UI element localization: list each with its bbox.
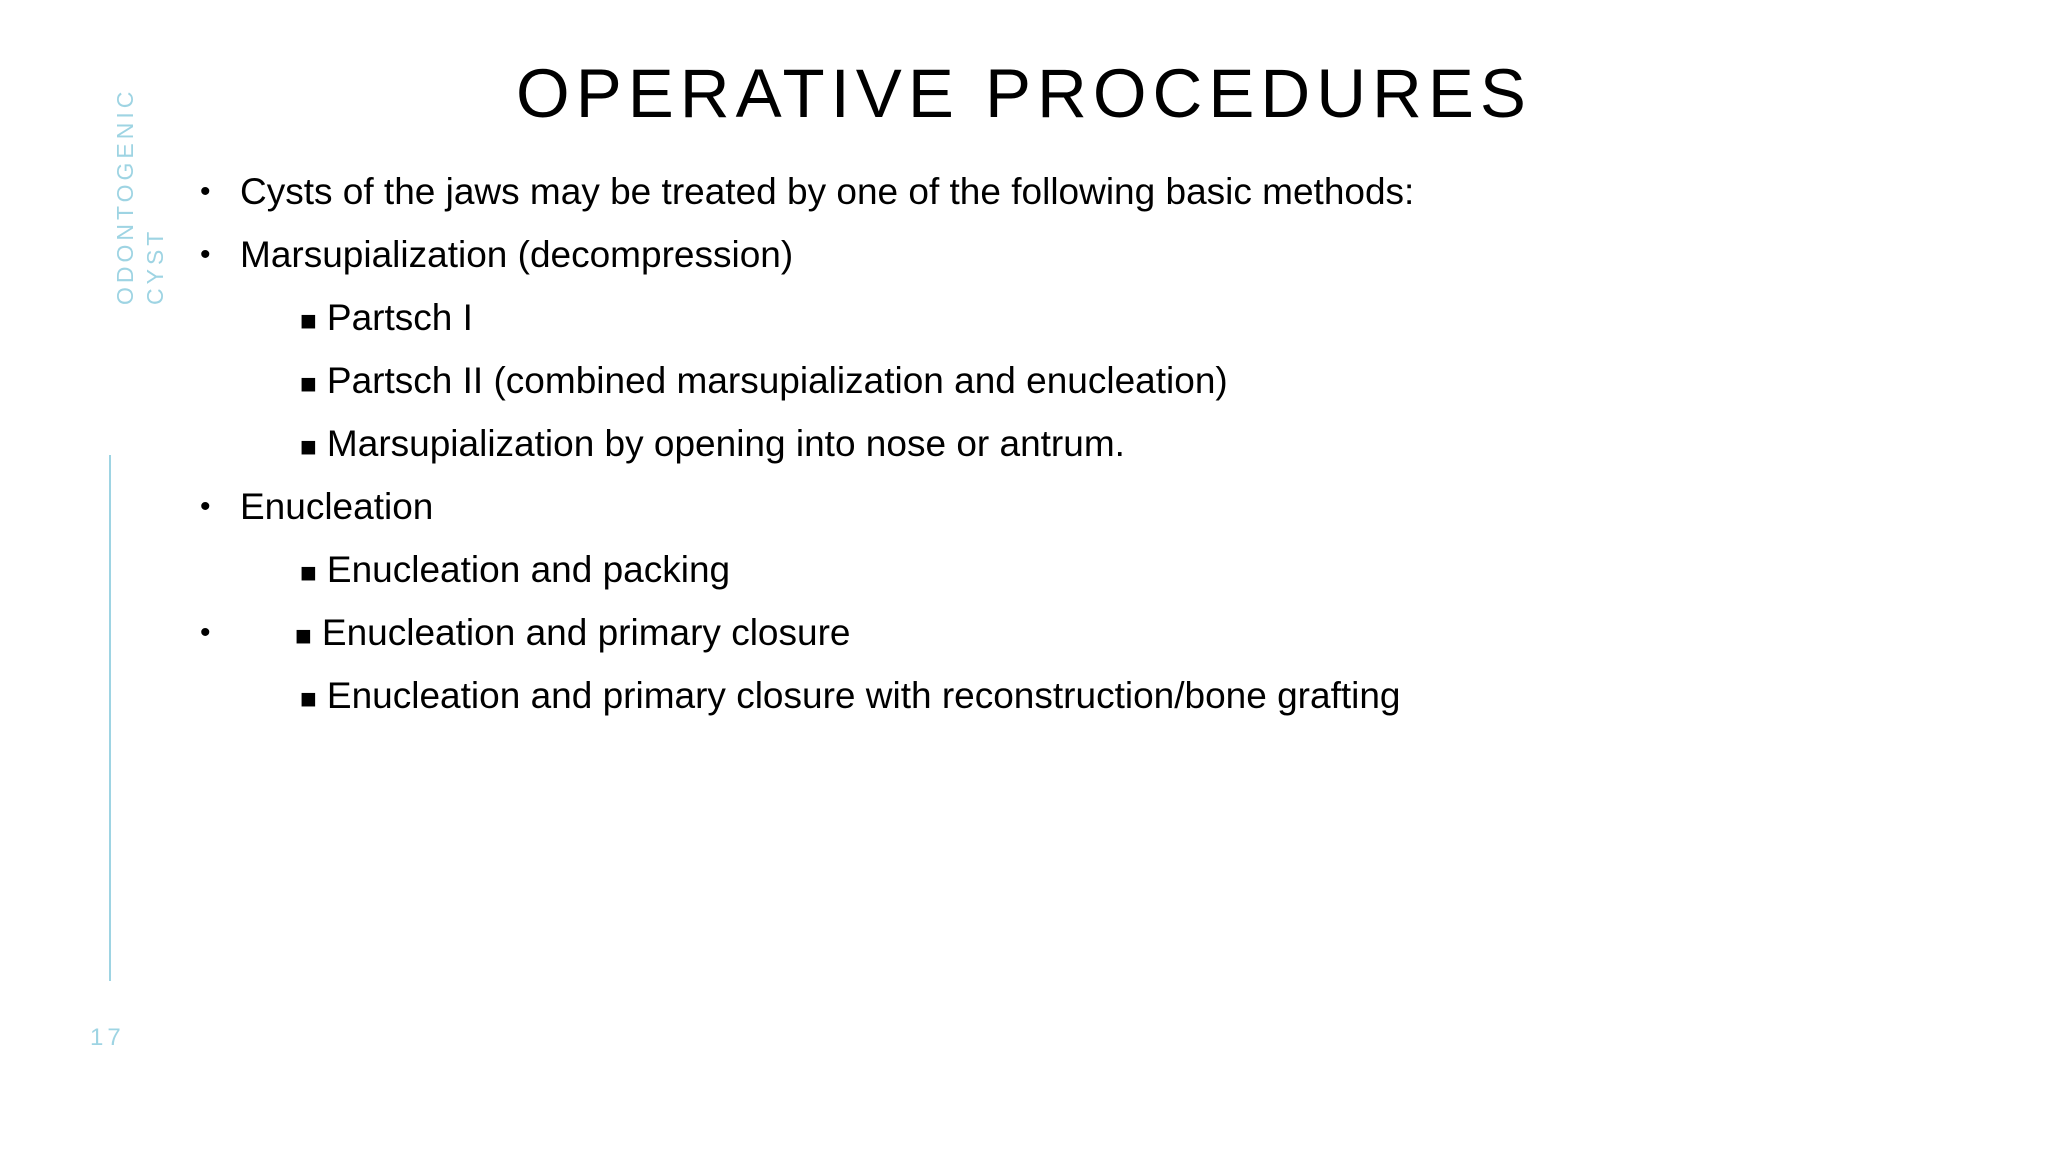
- list-subitem-text: Enucleation and primary closure with reconstruction/bone grafting: [326, 675, 1401, 716]
- list-subitem: [300, 412, 1125, 475]
- list-subitem: [300, 538, 730, 601]
- list-subitem-text: Partsch II (combined marsupialization and enucleation): [326, 360, 1228, 401]
- list-subitem: [300, 664, 1401, 727]
- list-subitem-text: Enucleation and packing: [326, 549, 731, 590]
- square-bullet-icon: ■: [300, 557, 317, 588]
- list-subitem-text: Marsupialization by opening into nose or antrum.: [326, 423, 1125, 464]
- list-item: Enucleation: [240, 486, 434, 527]
- side-label-line1: ODONTOGENIC: [112, 87, 138, 305]
- list-subitem: [300, 286, 473, 349]
- list-subitem: [295, 601, 850, 664]
- bullet-icon: •: [200, 238, 211, 271]
- square-bullet-icon: ■: [300, 431, 317, 462]
- square-bullet-icon: ■: [300, 683, 317, 714]
- list-item: Cysts of the jaws may be treated by one of the following basic methods:: [240, 171, 1415, 212]
- bullet-icon: •: [200, 490, 211, 523]
- side-label-line2: CYST: [142, 227, 168, 305]
- slide-title: OPERATIVE PROCEDURES: [516, 55, 1532, 132]
- list-subitem-text: Partsch I: [326, 297, 473, 338]
- list-subitem: [300, 349, 1228, 412]
- list-item: Marsupialization (decompression): [240, 234, 794, 275]
- bullet-icon: •: [200, 616, 211, 649]
- square-bullet-icon: ■: [300, 305, 317, 336]
- square-bullet-icon: ■: [295, 620, 312, 651]
- square-bullet-icon: ■: [300, 368, 317, 399]
- bullet-icon: •: [200, 175, 211, 208]
- list-subitem-text: Enucleation and primary closure: [321, 612, 851, 653]
- page-number: 17: [90, 1024, 125, 1051]
